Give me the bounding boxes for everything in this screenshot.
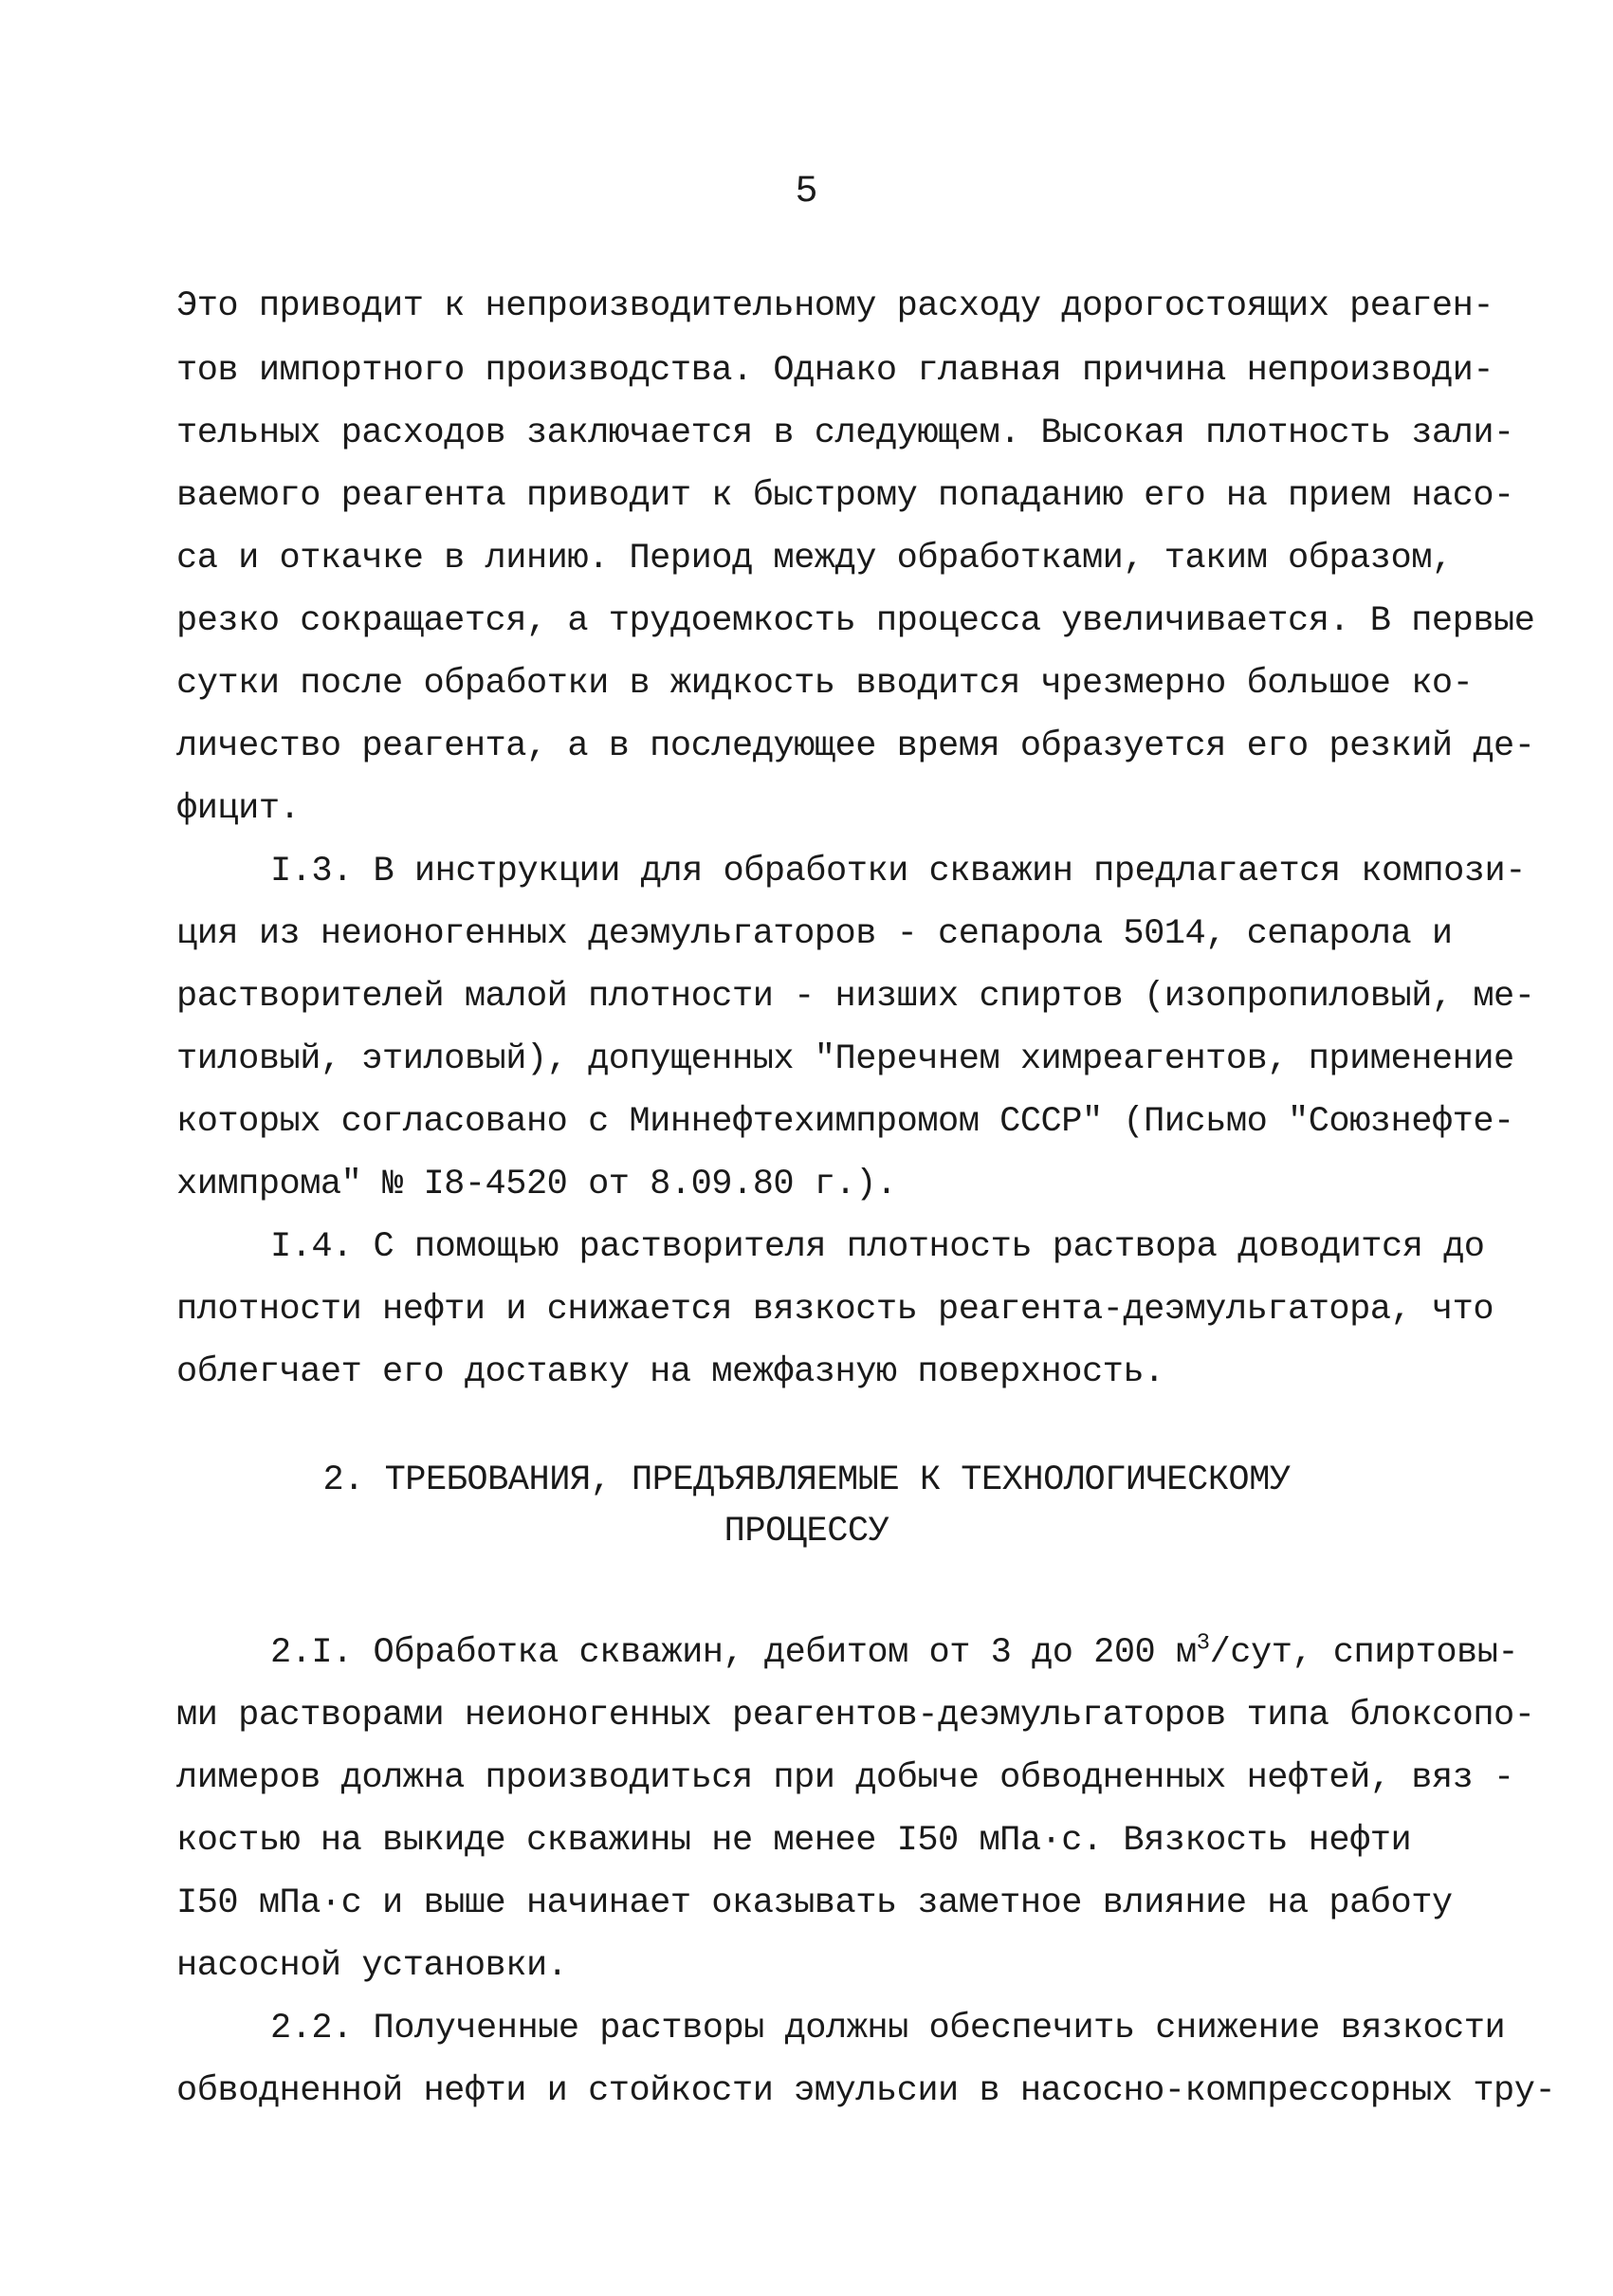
text-line: I50 мПа·с и выше начинает оказывать заметное влияние на работу	[176, 1883, 1453, 1923]
text-line: костью на выкиде скважины не менее I50 мПа·с. Вязкость нефти	[176, 1821, 1412, 1861]
text-line: сутки после обработки в жидкость вводится чрезмерно большое ко-	[176, 664, 1474, 704]
text-line: Это приводит к непроизводительному расходу дорогостоящих реаген-	[176, 286, 1494, 326]
page-number: 5	[795, 171, 818, 213]
text-line: обводненной нефти и стойкости эмульсии в насосно-компрессорных тру-	[176, 2071, 1556, 2111]
section-heading-continuation: ПРОЦЕССУ	[724, 1512, 889, 1552]
text-line: растворителей малой плотности - низших спиртов (изопропиловый, ме-	[176, 977, 1535, 1017]
text-line: са и откачке в линию. Период между обработками, таким образом,	[176, 539, 1453, 579]
text-line: ция из неионогенных деэмульгаторов - сепарола 5014, сепарола и	[176, 914, 1453, 954]
text-span: 2.I. Обработка скважин, дебитом от 3 до 200 м	[270, 1633, 1197, 1673]
text-line: ми растворами неионогенных реагентов-деэмульгаторов типа блоксопо-	[176, 1696, 1535, 1736]
text-line: насосной установки.	[176, 1946, 568, 1986]
text-line: резко сокращается, а трудоемкость процесса увеличивается. В первые	[176, 601, 1535, 641]
text-line: которых согласовано с Миннефтехимпромом СССР" (Письмо "Союзнефте-	[176, 1102, 1514, 1142]
text-line: фицит.	[176, 789, 301, 829]
text-line: тельных расходов заключается в следующем. Высокая плотность зали-	[176, 413, 1514, 453]
text-line: химпрома" № I8-4520 от 8.09.80 г.).	[176, 1165, 897, 1204]
text-line: лимеров должна производиться при добыче обводненных нефтей, вяз -	[176, 1758, 1514, 1798]
text-line: тиловый, этиловый), допущенных "Перечнем химреагентов, применение	[176, 1039, 1514, 1079]
text-span: /сут, спиртовы-	[1209, 1633, 1519, 1673]
text-line: I.4. С помощью растворителя плотность раствора доводится до	[270, 1227, 1485, 1267]
text-line: плотности нефти и снижается вязкость реагента-деэмульгатора, что	[176, 1290, 1494, 1330]
text-line: личество реагента, а в последующее время образуется его резкий де-	[176, 726, 1535, 766]
text-line: 2.2. Полученные растворы должны обеспечить снижение вязкости	[270, 2009, 1506, 2048]
text-line: облегчает его доставку на межфазную поверхность.	[176, 1352, 1164, 1392]
text-line: ваемого реагента приводит к быстрому попаданию его на прием насо-	[176, 476, 1514, 516]
text-line: тов импортного производства. Однако главная причина непроизводи-	[176, 351, 1494, 391]
superscript: 3	[1196, 1630, 1210, 1657]
text-line: I.3. В инструкции для обработки скважин предлагается компози-	[270, 852, 1526, 891]
section-heading: 2. ТРЕБОВАНИЯ, ПРЕДЪЯВЛЯЕМЫЕ К ТЕХНОЛОГИЧЕСКОМУ	[322, 1460, 1291, 1500]
text-line	[270, 1630, 1519, 1675]
